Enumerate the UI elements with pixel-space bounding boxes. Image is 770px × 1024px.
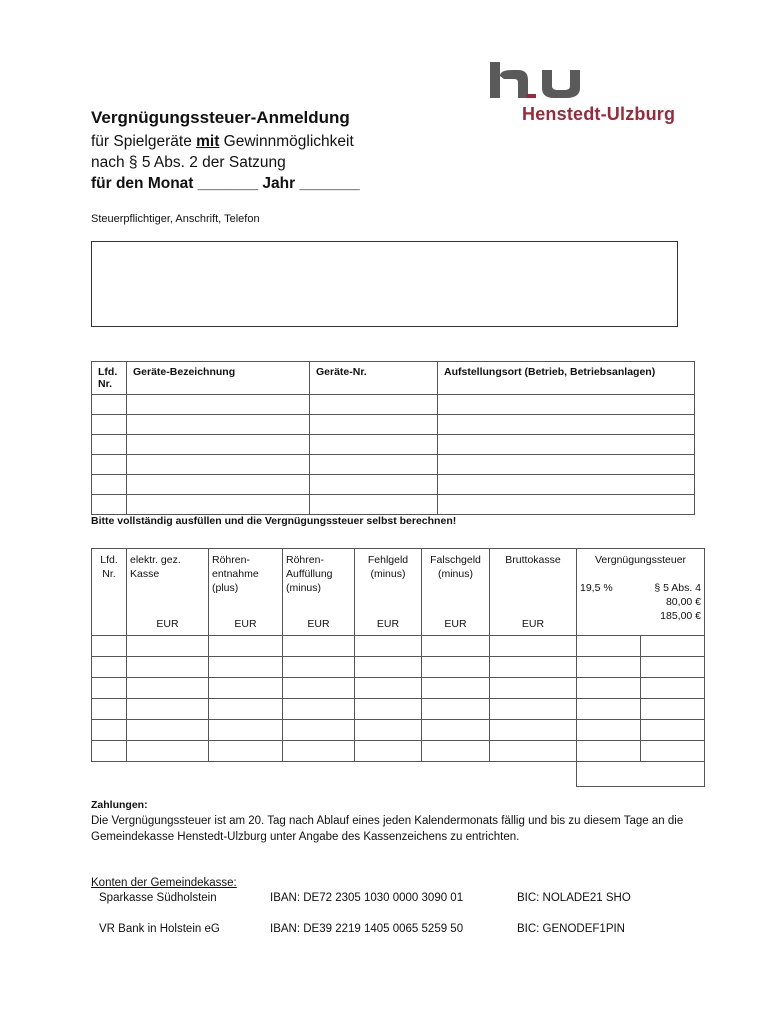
cell[interactable]: [92, 636, 127, 657]
cell[interactable]: [92, 699, 127, 720]
blank: [92, 762, 127, 787]
table-row: [92, 678, 705, 699]
h-lfd: Lfd. Nr.: [100, 554, 118, 580]
table-row: [92, 699, 705, 720]
blank: [422, 762, 490, 787]
table-row: [92, 435, 695, 455]
cell[interactable]: [283, 720, 355, 741]
cell[interactable]: [209, 657, 283, 678]
cell[interactable]: [490, 699, 577, 720]
taxpayer-label: Steuerpflichtiger, Anschrift, Telefon: [91, 213, 260, 225]
cell[interactable]: [577, 720, 641, 741]
eur-label: EUR: [521, 618, 545, 630]
table-row: [92, 741, 705, 762]
cell[interactable]: [283, 699, 355, 720]
cell[interactable]: [283, 636, 355, 657]
cell[interactable]: [127, 435, 310, 455]
cell[interactable]: [209, 636, 283, 657]
h-kasse: elektr. gez. Kasse: [130, 554, 181, 580]
cell[interactable]: [283, 678, 355, 699]
cell[interactable]: [422, 720, 490, 741]
subtitle-post: Gewinnmöglichkeit: [219, 133, 354, 150]
cell[interactable]: [577, 657, 641, 678]
cell[interactable]: [422, 657, 490, 678]
col-lfd-nr: [92, 549, 127, 636]
eur-label: EUR: [307, 618, 330, 630]
col-lfd-nr: Lfd. Nr.: [92, 362, 127, 395]
vst-rate: 19,5 %: [580, 582, 613, 594]
col-geraete-bezeichnung: Geräte-Bezeichnung: [127, 362, 310, 395]
col-fehlgeld: [355, 549, 422, 636]
table-row: [92, 636, 705, 657]
bank-bic: BIC: GENODEF1PIN: [517, 923, 625, 935]
bank-name: Sparkasse Südholstein: [99, 892, 217, 904]
table-row: [92, 475, 695, 495]
cell[interactable]: [438, 435, 695, 455]
table-row: [92, 395, 695, 415]
cell[interactable]: [310, 395, 438, 415]
cell[interactable]: [355, 741, 422, 762]
cell[interactable]: [422, 741, 490, 762]
cell[interactable]: [490, 678, 577, 699]
cell[interactable]: [310, 455, 438, 475]
cell[interactable]: [127, 741, 209, 762]
cell[interactable]: [577, 741, 641, 762]
cell[interactable]: [127, 475, 310, 495]
table-row: [92, 720, 705, 741]
cell[interactable]: [577, 678, 641, 699]
cell[interactable]: [92, 678, 127, 699]
taxpayer-address-field[interactable]: [91, 241, 678, 327]
cell[interactable]: [127, 415, 310, 435]
cell[interactable]: [641, 657, 705, 678]
cell[interactable]: [577, 699, 641, 720]
cell[interactable]: [490, 720, 577, 741]
instruction-note: Bitte vollständig ausfüllen und die Vergnügungssteuer selbst berechnen!: [91, 515, 457, 527]
cell[interactable]: [127, 699, 209, 720]
col-bruttokasse: [490, 549, 577, 636]
cell[interactable]: [127, 395, 310, 415]
bank-name: VR Bank in Holstein eG: [99, 923, 220, 935]
cell[interactable]: [355, 699, 422, 720]
cell[interactable]: [438, 475, 695, 495]
cell[interactable]: [422, 699, 490, 720]
h-falschgeld: Falschgeld (minus): [430, 554, 481, 580]
hu-logo-mark-icon: [490, 60, 590, 105]
cell[interactable]: [438, 415, 695, 435]
h-fehlgeld: Fehlgeld (minus): [367, 554, 409, 580]
blank: [490, 762, 577, 787]
cell[interactable]: [283, 657, 355, 678]
vst-rates: [580, 581, 701, 595]
table-row: [92, 415, 695, 435]
eur-label: EUR: [234, 618, 257, 630]
col-entnahme: [209, 549, 283, 636]
cell[interactable]: [92, 741, 127, 762]
zahlungen-heading: Zahlungen:: [91, 799, 148, 811]
devices-table: [91, 361, 695, 515]
revenue-header-row: [92, 549, 705, 636]
cell[interactable]: [310, 495, 438, 515]
cell[interactable]: [355, 636, 422, 657]
devices-header-row: [92, 362, 695, 395]
cell[interactable]: [127, 455, 310, 475]
cell[interactable]: [490, 657, 577, 678]
cell[interactable]: [209, 699, 283, 720]
vst-para: § 5 Abs. 4: [654, 582, 702, 594]
cell[interactable]: [355, 720, 422, 741]
logo-text: Henstedt-Ulzburg: [522, 104, 676, 124]
form-subtitle-line1: [91, 133, 354, 151]
cell[interactable]: [641, 741, 705, 762]
cell[interactable]: [310, 415, 438, 435]
cell[interactable]: [490, 636, 577, 657]
cell[interactable]: [641, 699, 705, 720]
blank: [283, 762, 355, 787]
cell[interactable]: [641, 636, 705, 657]
vst-amount1: 80,00 €: [665, 596, 702, 608]
form-title: Vergnügungssteuer-Anmeldung: [91, 108, 350, 127]
cell[interactable]: [310, 475, 438, 495]
cell[interactable]: [92, 475, 127, 495]
cell[interactable]: [127, 495, 310, 515]
cell[interactable]: [92, 720, 127, 741]
cell[interactable]: [641, 720, 705, 741]
cell[interactable]: [438, 395, 695, 415]
bank-bic: BIC: NOLADE21 SHO: [517, 892, 631, 904]
cell[interactable]: [92, 495, 127, 515]
month-year-line[interactable]: für den Monat _______ Jahr _______: [91, 175, 360, 192]
cell[interactable]: [209, 741, 283, 762]
h-brutto: Bruttokasse: [505, 554, 561, 566]
cell[interactable]: [92, 455, 127, 475]
cell[interactable]: [209, 720, 283, 741]
cell[interactable]: [92, 657, 127, 678]
cell[interactable]: [127, 678, 209, 699]
col-aufstellungsort: Aufstellungsort (Betrieb, Betriebsanlagen): [438, 362, 695, 395]
subtitle-mit: mit: [196, 133, 220, 150]
col-geraete-nr: Geräte-Nr.: [310, 362, 438, 395]
col-vergnuegungssteuer: [577, 549, 705, 636]
col-falschgeld: [422, 549, 490, 636]
cell[interactable]: [209, 678, 283, 699]
total-tax-cell[interactable]: [577, 762, 705, 787]
cell[interactable]: [92, 435, 127, 455]
blank: [355, 762, 422, 787]
cell[interactable]: [92, 415, 127, 435]
h-vst: Vergnügungssteuer: [594, 554, 687, 566]
cell[interactable]: [438, 495, 695, 515]
cell[interactable]: [310, 435, 438, 455]
eur-label: EUR: [444, 618, 467, 630]
subtitle-pre: für Spielgeräte: [91, 133, 197, 150]
eur-label: EUR: [376, 618, 400, 630]
cell[interactable]: [438, 455, 695, 475]
eur-label: EUR: [156, 618, 179, 630]
cell[interactable]: [127, 720, 209, 741]
cell[interactable]: [422, 636, 490, 657]
cell[interactable]: [490, 741, 577, 762]
vst-amount2: 185,00 €: [660, 610, 702, 622]
cell[interactable]: [355, 678, 422, 699]
bank-iban: IBAN: DE72 2305 1030 0000 3090 01: [270, 892, 464, 904]
table-row: [92, 657, 705, 678]
col-auffuellung: [283, 549, 355, 636]
cell[interactable]: [422, 678, 490, 699]
zahlungen-text: Die Vergnügungssteuer ist am 20. Tag nach Ablauf eines jeden Kalendermonats fällig und bis zu diesem Tage an die Gemeindekasse Henstedt-Ulzburg unter Angabe des Kassenzeichens zu entrichten.: [91, 815, 684, 843]
h-auffuellung: Röhren-Auffüllung (minus): [286, 554, 333, 594]
form-subtitle-line2: nach § 5 Abs. 2 der Satzung: [91, 154, 286, 171]
bank-iban: IBAN: DE39 2219 1405 0065 5259 50: [270, 923, 464, 935]
cell[interactable]: [127, 657, 209, 678]
cell[interactable]: [577, 636, 641, 657]
cell[interactable]: [283, 741, 355, 762]
cell[interactable]: [355, 657, 422, 678]
table-row: [92, 455, 695, 475]
cell[interactable]: [641, 678, 705, 699]
municipality-logo: [490, 60, 705, 130]
h-entnahme: Röhren-entnahme (plus): [212, 554, 259, 594]
konten-heading: Konten der Gemeindekasse:: [91, 877, 237, 889]
blank: [127, 762, 209, 787]
table-row: [92, 495, 695, 515]
cell[interactable]: [92, 395, 127, 415]
cell[interactable]: [127, 636, 209, 657]
total-row: [92, 762, 705, 787]
revenue-table: [91, 548, 705, 787]
blank: [209, 762, 283, 787]
col-kasse: [127, 549, 209, 636]
